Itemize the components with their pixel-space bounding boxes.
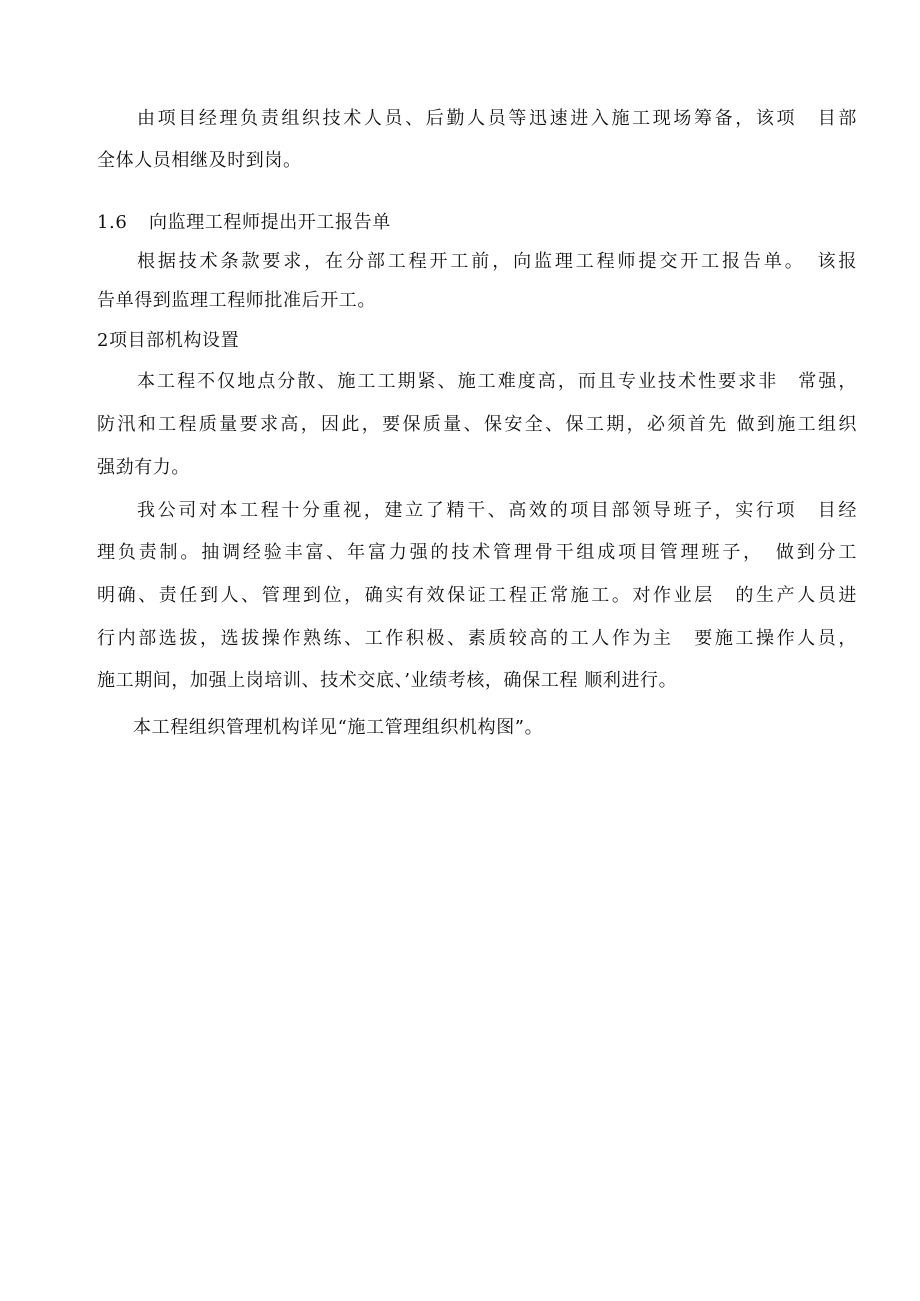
paragraph-1-line-2: 全体人员相继及时到岗。 xyxy=(97,150,302,171)
section-1-6-title: 向监理工程师提出开工报告单 xyxy=(149,212,391,233)
section-1-6-number: 1.6 xyxy=(97,212,128,233)
paragraph-4-line-3: 明确、责任到人、管理到位，确实有效保证工程正常施工。对作业层 的生产人员进 xyxy=(97,585,857,606)
paragraph-3-line-3: 强劲有力。 xyxy=(97,457,190,478)
section-2-heading: 2项目部机构设置 xyxy=(97,330,240,351)
paragraph-2-line-1: 根据技术条款要求，在分部工程开工前，向监理工程师提交开工报告单。 该报 xyxy=(137,251,857,272)
paragraph-4-line-4: 行内部选拔，选拔操作熟练、工作积极、素质较高的工人作为主 要施工操作人员， xyxy=(97,628,857,649)
paragraph-3-line-1: 本工程不仅地点分散、施工工期紧、施工难度高，而且专业技术性要求非 常强， xyxy=(137,371,857,392)
paragraph-4-line-5: 施工期间，加强上岗培训、技术交底、’业绩考核，确保工程 顺利进行。 xyxy=(97,670,678,691)
paragraph-2-line-2: 告单得到监理工程师批准后开工。 xyxy=(97,290,376,311)
paragraph-3-line-2: 防汛和工程质量要求高，因此，要保质量、保安全、保工期，必须首先 做到施工组织 xyxy=(97,414,857,435)
section-1-6-heading xyxy=(97,211,857,235)
paragraph-4-line-1: 我公司对本工程十分重视，建立了精干、高效的项目部领导班子，实行项 目经 xyxy=(137,500,857,521)
paragraph-1-line-1: 由项目经理负责组织技术人员、后勤人员等迅速进入施工现场筹备，该项 目部 xyxy=(137,108,857,129)
paragraph-4-line-2: 理负责制。抽调经验丰富、年富力强的技术管理骨干组成项目管理班子， 做到分工 xyxy=(97,542,857,563)
paragraph-5-line-1: 本工程组织管理机构详见“施工管理组织机构图”。 xyxy=(133,717,544,738)
